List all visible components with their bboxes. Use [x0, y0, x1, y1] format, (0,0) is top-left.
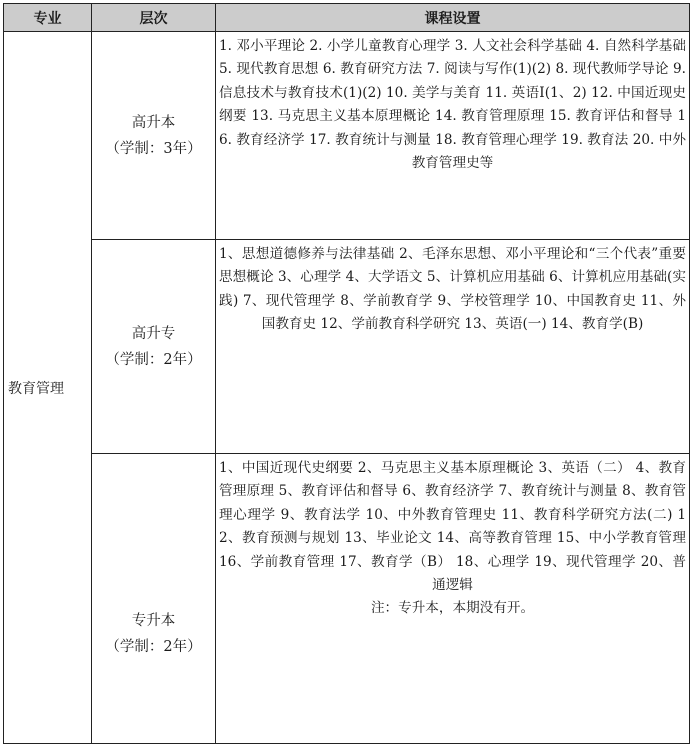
level-duration: （学制：3年） [105, 140, 202, 157]
level-cell [92, 454, 216, 744]
level-cell [92, 240, 216, 454]
level-name: 高升专 [131, 325, 176, 342]
header-row [4, 4, 690, 32]
courses-cell [216, 240, 690, 454]
header-major: 专业 [4, 4, 92, 32]
courses-cell [216, 454, 690, 744]
level-name: 专升本 [131, 612, 176, 629]
level-duration: （学制：2年） [105, 351, 202, 368]
level-duration: （学制：2年） [105, 638, 202, 655]
courses-text: 1、思想道德修养与法律基础 2、毛泽东思想、邓小平理论和“三个代表”重要思想概论 3、心理学 4、大学语文 5、计算机应用基础 6、计算机应用基础(实践) 7、现代管理学 8、学前教育学 9、学校管理学 10、中国教育史 11、外国教育史 12、学前教育科学研究 13、英语(一) 14、教育学(B) [219, 246, 686, 333]
table-row [4, 32, 690, 240]
courses-text: 1. 邓小平理论 2. 小学儿童教育心理学 3. 人文社会科学基础 4. 自然科学基础 5. 现代教育思想 6. 教育研究方法 7. 阅读与写作(1)(2) 8. 现代教师学导论 9. 信息技术与教育技术(1)(2) 10. 美学与美育 11. 英语Ⅰ(1、2) 12. 中国近现史纲要 13. 马克思主义基本原理概论 14. 教育管理原理 15. 教育评估和督导 16. 教育经济学 17. 教育统计与测量 18. 教育管理心理学 19. 教育法 20. 中外教育管理史等 [219, 38, 686, 172]
major-cell: 教育管理 [4, 32, 92, 744]
table-row [4, 240, 690, 454]
header-level: 层次 [92, 4, 216, 32]
curriculum-table [3, 3, 690, 744]
header-courses: 课程设置 [216, 4, 690, 32]
level-name: 高升本 [131, 114, 176, 131]
table-row [4, 454, 690, 744]
courses-note: 注：专升本，本期没有开。 [370, 600, 535, 617]
level-cell [92, 32, 216, 240]
courses-text: 1、中国近现代史纲要 2、马克思主义基本原理概论 3、英语（二） 4、教育管理原理 5、教育评估和督导 6、教育经济学 7、教育统计与测量 8、教育管理心理学 9、教育法学 10、中外教育管理史 11、教育科学研究方法(二) 12、教育预测与规划 13、毕业论文 14、高等教育管理 15、中小学教育管理 16、学前教育管理 17、教育学（B） 18、心理学 19、现代管理学 20、普通逻辑 [219, 460, 686, 594]
courses-cell [216, 32, 690, 240]
